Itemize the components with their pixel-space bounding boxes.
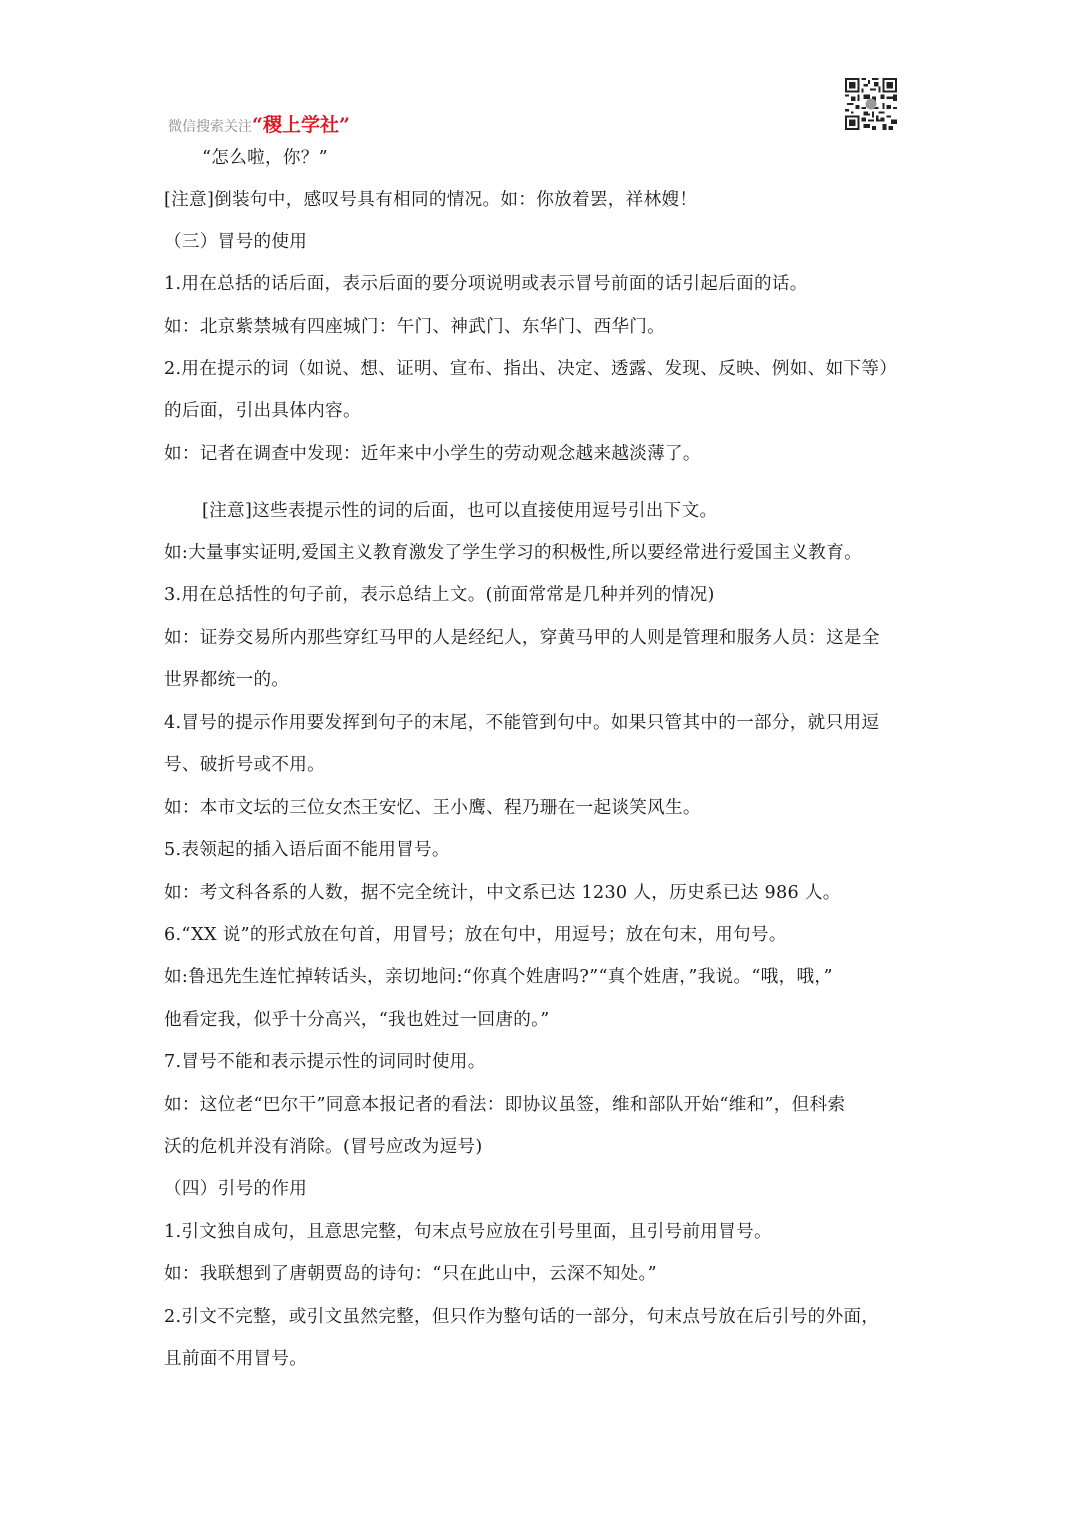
- rule-line: 6.“XX 说”的形式放在句首，用冒号；放在句中，用逗号；放在句末，用句号。: [164, 925, 787, 945]
- page-header-watermark: [168, 110, 350, 136]
- note-line: [注意]这些表提示性的词的后面，也可以直接使用逗号引出下文。: [202, 501, 718, 521]
- section-heading: （三）冒号的使用: [164, 232, 308, 252]
- example-line-continued: 世界都统一的。: [164, 670, 290, 690]
- example-line-continued: 他看定我，似乎十分高兴，“我也姓过一回唐的。”: [164, 1010, 550, 1030]
- rule-line-continued: 且前面不用冒号。: [164, 1349, 308, 1369]
- rule-line-continued: 号、破折号或不用。: [164, 755, 326, 775]
- rule-line: 2.用在提示的词（如说、想、证明、宣布、指出、决定、透露、发现、反映、例如、如下等）: [164, 359, 898, 379]
- header-prefix: 微信搜索关注: [168, 119, 252, 135]
- rule-line: 7.冒号不能和表示提示性的词同时使用。: [164, 1052, 486, 1072]
- example-line: 如：本市文坛的三位女杰王安忆、王小鹰、程乃珊在一起谈笑风生。: [164, 798, 701, 818]
- note-line: [注意]倒装句中，感叹号具有相同的情况。如：你放着罢，祥林嫂！: [164, 190, 698, 210]
- rule-line: 1.引文独自成句，且意思完整，句末点号应放在引号里面，且引号前用冒号。: [164, 1222, 772, 1242]
- quote-line: “怎么啦，你？”: [202, 148, 328, 168]
- rule-line: 5.表领起的插入语后面不能用冒号。: [164, 840, 450, 860]
- example-line: 如：证券交易所内那些穿红马甲的人是经纪人，穿黄马甲的人则是管理和服务人员：这是全: [164, 628, 880, 648]
- rule-line: 2.引文不完整，或引文虽然完整，但只作为整句话的一部分，句末点号放在后引号的外面，: [164, 1307, 880, 1327]
- example-line: 如：我联想到了唐朝贾岛的诗句：“只在此山中，云深不知处。”: [164, 1264, 657, 1284]
- example-line: 如：北京紫禁城有四座城门：午门、神武门、东华门、西华门。: [164, 317, 666, 337]
- example-line: 如:鲁迅先生连忙掉转话头，亲切地问:“你真个姓唐吗?”“真个姓唐，”我说。“哦，哦，”: [164, 967, 833, 987]
- rule-line-continued: 的后面，引出具体内容。: [164, 401, 361, 421]
- example-line: 如：记者在调查中发现：近年来中小学生的劳动观念越来越淡薄了。: [164, 444, 701, 464]
- rule-line: 4.冒号的提示作用要发挥到句子的末尾，不能管到句中。如果只管其中的一部分，就只用逗: [164, 713, 880, 733]
- example-line: 如:大量事实证明,爱国主义教育激发了学生学习的积极性,所以要经常进行爱国主义教育。: [164, 543, 862, 563]
- section-heading: （四）引号的作用: [164, 1179, 308, 1199]
- header-brand: 稷上学社: [262, 114, 339, 136]
- example-line: 如：这位老“巴尔干”同意本报记者的看法：即协议虽签，维和部队开始“维和”，但科索: [164, 1095, 846, 1115]
- header-close-quote: ”: [338, 114, 350, 136]
- header-open-quote: “: [252, 114, 263, 136]
- rule-line: 1.用在总括的话后面，表示后面的要分项说明或表示冒号前面的话引起后面的话。: [164, 274, 808, 294]
- rule-line: 3.用在总括性的句子前，表示总结上文。(前面常常是几种并列的情况): [164, 585, 715, 605]
- qr-code-icon: [845, 78, 897, 130]
- example-line-continued: 沃的危机并没有消除。(冒号应改为逗号): [164, 1137, 483, 1157]
- example-line: 如：考文科各系的人数，据不完全统计，中文系已达 1230 人，历史系已达 986 人。: [164, 883, 841, 903]
